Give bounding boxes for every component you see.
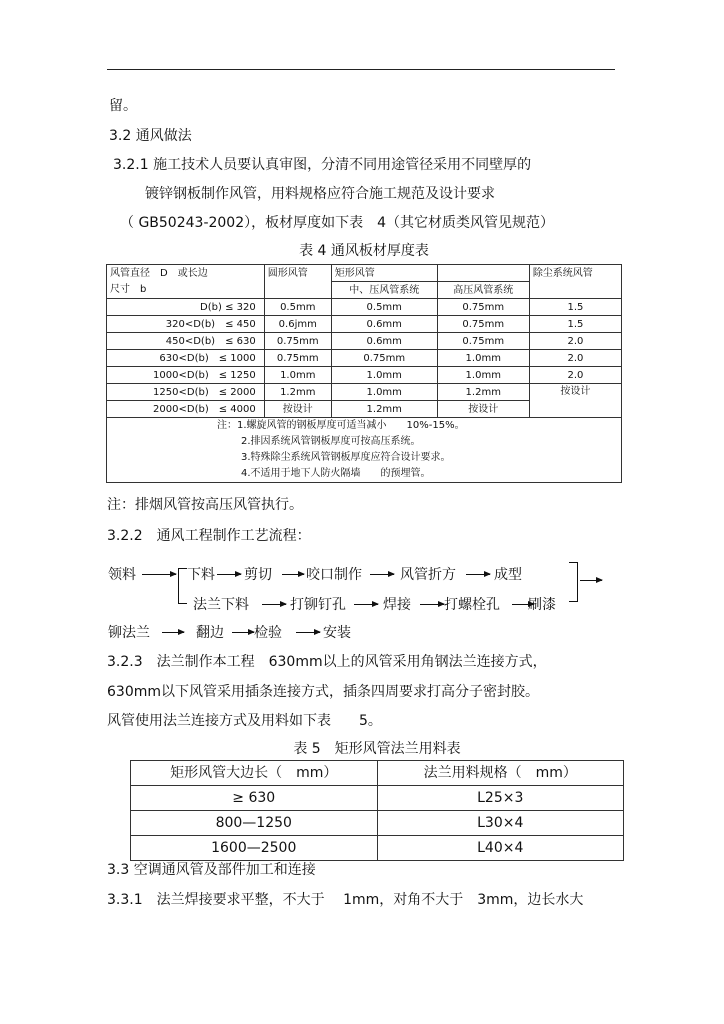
paragraph-3-2-1-line1: 3.2.1 施工技术人员要认真审图，分清不同用途管径采用不同壁厚的 <box>113 157 532 173</box>
header-size-2: 尺寸 b <box>107 282 265 299</box>
note-3: 3.特殊除尘系统风管钢板厚度应符合设计要求。 <box>241 452 451 463</box>
table-row: 1000<D(b) ≤ 1250 1.0mm 1.0mm 1.0mm 2.0 <box>107 367 622 384</box>
header-high: 高压风管系统 <box>437 282 529 299</box>
header-rect: 矩形风管 <box>331 265 437 282</box>
table4-notes <box>107 418 622 483</box>
table-row: D(b) ≤ 320 0.5mm 0.5mm 0.75mm 1.5 <box>107 299 622 316</box>
table5-caption: 表 5 矩形风管法兰用料表 <box>293 741 461 757</box>
continuation-text: 留。 <box>109 98 137 114</box>
note-4: 4.不适用于地下人防火隔墙 的预埋管。 <box>241 468 431 479</box>
flow-step-r1-2: 剪切 <box>244 567 272 583</box>
table-row: 320<D(b) ≤ 450 0.6jmm 0.6mm 0.75mm 1.5 <box>107 316 622 333</box>
table5-header-edge: 矩形风管大边长（ mm） <box>131 761 378 786</box>
flow-arrow <box>370 574 394 575</box>
table4-sheet-thickness <box>106 264 622 483</box>
flow-right-bracket <box>569 562 578 602</box>
flow-step-r2-1: 法兰下料 <box>193 597 249 613</box>
section-heading-3-2: 3.2 通风做法 <box>109 128 192 144</box>
paragraph-3-2-1-line2: 镀锌钢板制作风管，用料规格应符合施工规范及设计要求 <box>145 186 495 202</box>
flow-step-r1-3: 咬口制作 <box>306 567 362 583</box>
header-size-1: 风管直径 D 或长边 <box>107 265 265 282</box>
flow-step-r3-2: 翻边 <box>196 625 224 641</box>
paragraph-3-2-1-line3: （ GB50243-2002），板材厚度如下表 4（其它材质类风管见规范） <box>120 215 555 231</box>
flow-step-r1-5: 成型 <box>494 567 522 583</box>
table-row: 1600—2500 L40×4 <box>131 836 624 861</box>
flow-step-r3-3: 检验 <box>254 625 282 641</box>
flow-arrow <box>354 604 378 605</box>
smoke-duct-note: 注：排烟风管按高压风管执行。 <box>107 497 303 513</box>
note-2: 2.排因系统风管钢板厚度可按高压系统。 <box>241 436 421 447</box>
flow-arrow <box>420 604 444 605</box>
flow-step-r2-4: 打螺栓孔 <box>444 597 500 613</box>
section-heading-3-2-2: 3.2.2 通风工程制作工艺流程： <box>107 528 311 544</box>
flow-arrow <box>232 632 254 633</box>
paragraph-3-3-1: 3.3.1 法兰焊接要求平整，不大于 1mm，对角不大于 3mm，边长水大 <box>107 892 584 908</box>
flow-step-r1-1: 下料 <box>187 567 215 583</box>
flow-arrow <box>217 574 241 575</box>
table5-header-spec: 法兰用料规格（ mm） <box>377 761 624 786</box>
paragraph-3-2-3-line3: 风管使用法兰连接方式及用料如下表 5。 <box>107 713 382 729</box>
flow-step-r2-3: 焊接 <box>383 597 411 613</box>
flow-left-bracket <box>178 568 187 604</box>
flow-arrow <box>162 632 184 633</box>
header-rule <box>107 69 615 70</box>
paragraph-3-2-3-line1: 3.2.3 法兰制作本工程 630mm以上的风管采用角钢法兰连接方式， <box>107 654 547 670</box>
flow-arrow <box>466 574 490 575</box>
flow-arrow <box>580 580 602 581</box>
flow-arrow <box>262 604 286 605</box>
flow-step-r1-4: 风管折方 <box>400 567 456 583</box>
note-1: 注：1.螺旋风管的钢板厚度可适当减小 10%-15%。 <box>217 420 465 431</box>
flow-step-r3-1: 铆法兰 <box>108 625 150 641</box>
flow-arrow <box>142 574 176 575</box>
table-row: 2000<D(b) ≤ 4000 按设计 1.2mm 按设计 <box>107 401 622 418</box>
flow-step-r3-4: 安装 <box>323 625 351 641</box>
table5-flange-material <box>130 760 624 861</box>
flow-step-r2-2: 打铆钉孔 <box>290 597 346 613</box>
flow-arrow <box>296 632 320 633</box>
header-midlow: 中、压风管系统 <box>331 282 437 299</box>
header-round: 圆形风管 <box>264 265 331 282</box>
header-dust: 除尘系统风管 <box>529 265 621 282</box>
flow-step-start: 领料 <box>108 567 136 583</box>
flow-arrow <box>282 574 304 575</box>
table-row: 1250<D(b) ≤ 2000 1.2mm 1.0mm 1.2mm 按设计 <box>107 384 622 401</box>
table-row: 800—1250 L30×4 <box>131 811 624 836</box>
table-row: 450<D(b) ≤ 630 0.75mm 0.6mm 0.75mm 2.0 <box>107 333 622 350</box>
section-heading-3-3: 3.3 空调通风管及部件加工和连接 <box>107 862 316 878</box>
flow-step-r2-5: 刷漆 <box>528 597 556 613</box>
table-row: 630<D(b) ≤ 1000 0.75mm 0.75mm 1.0mm 2.0 <box>107 350 622 367</box>
paragraph-3-2-3-line2: 630mm以下风管采用插条连接方式，插条四周要求打高分子密封胶。 <box>107 684 539 700</box>
table-row: ≥ 630 L25×3 <box>131 786 624 811</box>
table4-caption: 表 4 通风板材厚度表 <box>299 243 429 259</box>
